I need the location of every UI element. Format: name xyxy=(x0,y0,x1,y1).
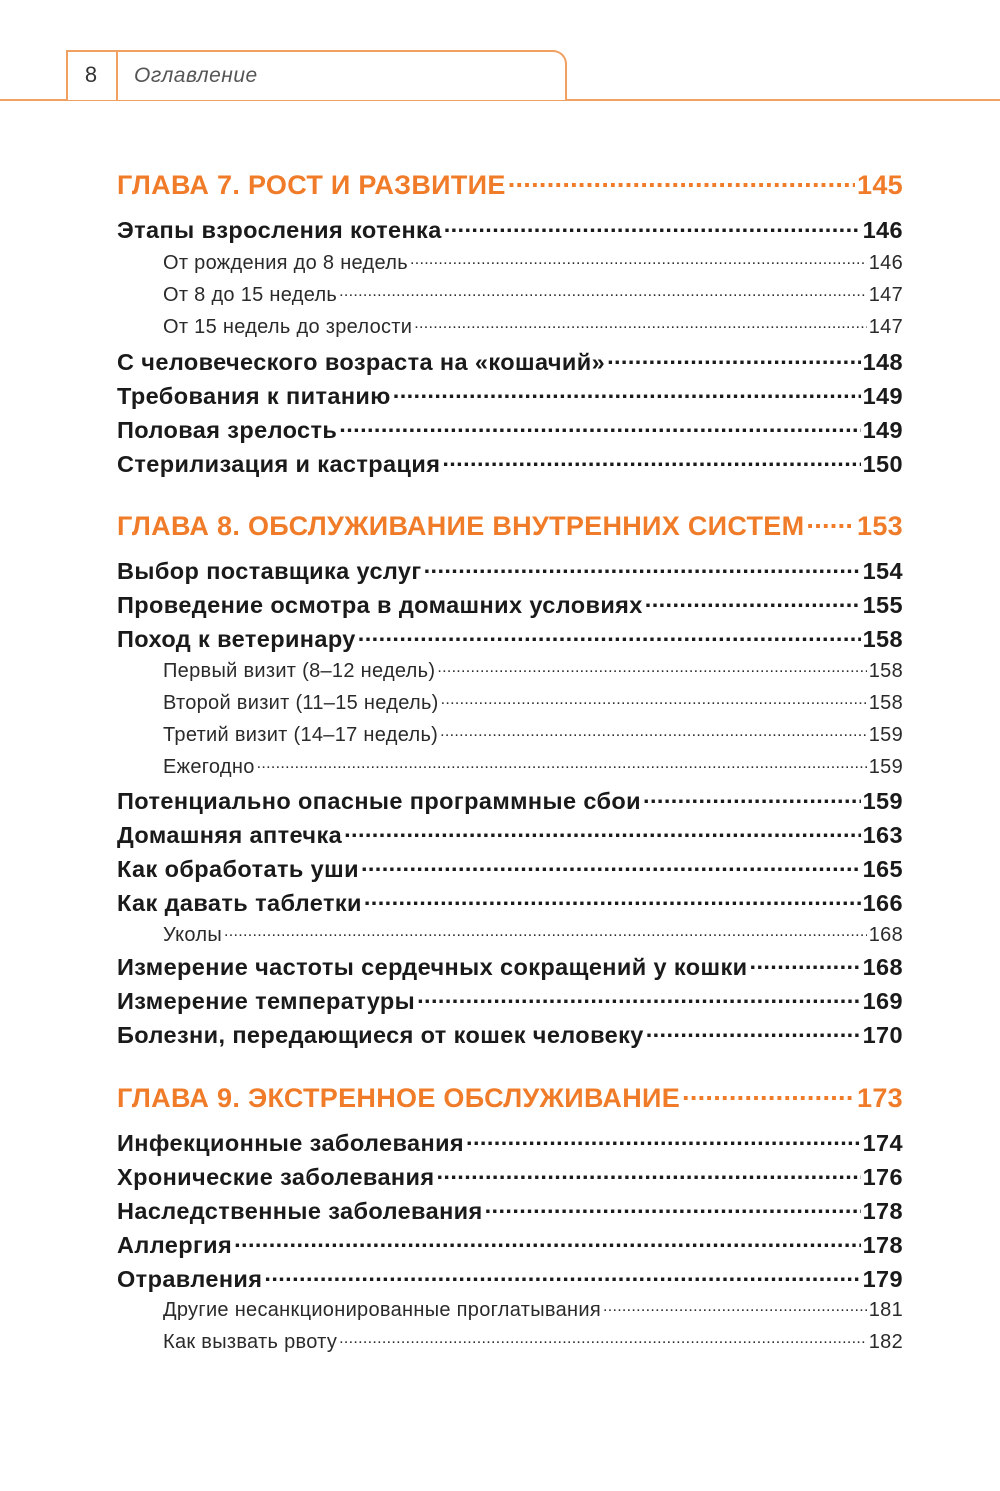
toc-entry-page: 145 xyxy=(857,170,903,200)
toc-sec-entry xyxy=(117,851,903,881)
toc-sec-entry xyxy=(117,949,903,979)
toc-entry-page: 178 xyxy=(862,1198,903,1224)
dot-leader xyxy=(646,1017,861,1043)
toc-entry-title: Как давать таблетки xyxy=(117,890,362,916)
toc-entry-page: 153 xyxy=(857,511,903,541)
toc-entry-title: Как вызвать рвоту xyxy=(163,1331,338,1353)
toc-entry-title: Проведение осмотра в домашних условиях xyxy=(117,592,643,618)
dot-leader xyxy=(234,1227,860,1253)
toc-sec-entry xyxy=(117,212,903,242)
toc-entry-title: От рождения до 8 недель xyxy=(163,252,408,274)
toc-entry-title: Как обработать уши xyxy=(117,856,359,882)
toc-entry-page: 146 xyxy=(868,252,903,274)
toc-sec-entry xyxy=(117,983,903,1013)
toc-entry-page: 147 xyxy=(868,284,903,306)
dot-leader xyxy=(645,587,861,613)
toc-entry-title: Половая зрелость xyxy=(117,417,338,443)
dot-leader xyxy=(358,621,861,647)
toc-sub-entry xyxy=(163,1294,903,1320)
toc-sec-entry xyxy=(117,587,903,617)
toc-entry-page: 165 xyxy=(862,856,903,882)
dot-leader xyxy=(485,1193,861,1219)
toc-entry-title: Отравления xyxy=(117,1266,263,1292)
toc-entry-page: 150 xyxy=(862,451,903,477)
toc-sec-entry xyxy=(117,817,903,847)
toc-sec-entry xyxy=(117,621,903,651)
toc-entry-page: 173 xyxy=(857,1083,903,1113)
toc-sec-entry xyxy=(117,1261,903,1291)
dot-leader xyxy=(444,212,861,238)
dot-leader xyxy=(643,783,861,809)
page-number: 8 xyxy=(66,50,118,100)
toc-sec-entry xyxy=(117,446,903,476)
toc-sub-entry xyxy=(163,919,903,945)
toc-entry-page: 159 xyxy=(868,724,903,746)
toc-sub-entry xyxy=(163,247,903,273)
toc-entry-page: 176 xyxy=(862,1164,903,1190)
toc-entry-title: Другие несанкционированные проглатывания xyxy=(163,1299,601,1321)
toc-entry-page: 163 xyxy=(862,822,903,848)
toc-entry-title: Поход к ветеринару xyxy=(117,626,356,652)
toc-entry-title: Потенциально опасные программные сбои xyxy=(117,788,642,814)
dot-leader xyxy=(440,719,867,741)
dot-leader xyxy=(466,1125,861,1151)
toc-entry-page: 154 xyxy=(862,558,903,584)
toc-entry-title: С человеческого возраста на «кошачий» xyxy=(117,349,606,375)
toc-entry-title: Наследственные заболевания xyxy=(117,1198,483,1224)
toc-chapter-entry xyxy=(117,505,903,539)
dot-leader xyxy=(410,247,867,269)
toc-sub-entry xyxy=(163,751,903,777)
toc-entry-page: 182 xyxy=(868,1331,903,1353)
toc-sec-entry xyxy=(117,378,903,408)
toc-sec-entry xyxy=(117,553,903,583)
toc-entry-page: 179 xyxy=(862,1266,903,1292)
toc-entry-page: 146 xyxy=(862,217,903,243)
toc-entry-title: Стерилизация и кастрация xyxy=(117,451,441,477)
dot-leader xyxy=(682,1077,855,1107)
dot-leader xyxy=(224,919,867,941)
dot-leader xyxy=(806,505,855,535)
dot-leader xyxy=(607,344,861,370)
dot-leader xyxy=(361,851,861,877)
dot-leader xyxy=(414,311,866,333)
toc-chapter-entry xyxy=(117,1077,903,1111)
toc-entry-page: 147 xyxy=(868,316,903,338)
toc-entry-page: 159 xyxy=(862,788,903,814)
toc-sec-entry xyxy=(117,412,903,442)
dot-leader xyxy=(750,949,861,975)
toc-entry-title: Третий визит (14–17 недель) xyxy=(163,724,439,746)
toc-entry-page: 158 xyxy=(868,692,903,714)
toc-sec-entry xyxy=(117,783,903,813)
toc-entry-title: Этапы взросления котенка xyxy=(117,217,442,243)
toc-entry-page: 170 xyxy=(862,1022,903,1048)
toc-entry-title: ГЛАВА 7. РОСТ И РАЗВИТИЕ xyxy=(117,170,506,200)
toc-entry-title: Требования к питанию xyxy=(117,383,391,409)
toc-sec-entry xyxy=(117,344,903,374)
toc-entry-page: 148 xyxy=(862,349,903,375)
toc-entry-title: Второй визит (11–15 недель) xyxy=(163,692,439,714)
toc-sub-entry xyxy=(163,311,903,337)
toc-entry-title: Измерение частоты сердечных сокращений у кошки xyxy=(117,954,748,980)
dot-leader xyxy=(442,446,860,472)
dot-leader xyxy=(264,1261,860,1287)
toc-sec-entry xyxy=(117,1125,903,1155)
dot-leader xyxy=(441,687,867,709)
toc-sub-entry xyxy=(163,655,903,681)
dot-leader xyxy=(344,817,860,843)
toc-entry-title: Выбор поставщика услуг xyxy=(117,558,422,584)
toc-entry-title: ГЛАВА 9. ЭКСТРЕННОЕ ОБСЛУЖИВАНИЕ xyxy=(117,1083,681,1113)
toc-entry-title: Хронические заболевания xyxy=(117,1164,435,1190)
toc-entry-page: 155 xyxy=(862,592,903,618)
toc-sec-entry xyxy=(117,1193,903,1223)
toc-chapter-entry xyxy=(117,164,903,198)
toc-entry-title: Домашняя аптечка xyxy=(117,822,343,848)
toc-entry-title: Инфекционные заболевания xyxy=(117,1130,465,1156)
dot-leader xyxy=(417,983,860,1009)
toc-sec-entry xyxy=(117,885,903,915)
toc-entry-title: От 8 до 15 недель xyxy=(163,284,338,306)
dot-leader xyxy=(508,164,855,194)
toc-entry-page: 178 xyxy=(862,1232,903,1258)
toc-entry-title: Первый визит (8–12 недель) xyxy=(163,660,436,682)
toc-entry-page: 169 xyxy=(862,988,903,1014)
toc-entry-page: 168 xyxy=(862,954,903,980)
toc-sec-entry xyxy=(117,1227,903,1257)
toc-entry-page: 149 xyxy=(862,417,903,443)
toc-entry-title: Уколы xyxy=(163,924,223,946)
toc-entry-title: Аллергия xyxy=(117,1232,233,1258)
toc-entry-page: 149 xyxy=(862,383,903,409)
toc-entry-title: Болезни, передающиеся от кошек человеку xyxy=(117,1022,644,1048)
toc-entry-page: 159 xyxy=(868,756,903,778)
toc-entry-title: Измерение температуры xyxy=(117,988,416,1014)
dot-leader xyxy=(424,553,861,579)
dot-leader xyxy=(364,885,861,911)
dot-leader xyxy=(339,412,860,438)
toc-sec-entry xyxy=(117,1017,903,1047)
toc-entry-page: 181 xyxy=(868,1299,903,1321)
dot-leader xyxy=(339,1326,867,1348)
toc-entry-title: Ежегодно xyxy=(163,756,255,778)
toc-entry-title: ГЛАВА 8. ОБСЛУЖИВАНИЕ ВНУТРЕННИХ СИСТЕМ xyxy=(117,511,805,541)
dot-leader xyxy=(437,655,866,677)
toc-entry-page: 158 xyxy=(862,626,903,652)
toc-sub-entry xyxy=(163,279,903,305)
toc-entry-page: 168 xyxy=(868,924,903,946)
toc-entry-title: От 15 недель до зрелости xyxy=(163,316,413,338)
toc-sub-entry xyxy=(163,687,903,713)
dot-leader xyxy=(257,751,867,773)
toc-entry-page: 158 xyxy=(868,660,903,682)
toc-entry-page: 166 xyxy=(862,890,903,916)
toc-sub-entry xyxy=(163,1326,903,1352)
running-header-title: Оглавление xyxy=(134,64,258,87)
dot-leader xyxy=(436,1159,860,1185)
dot-leader xyxy=(339,279,867,301)
dot-leader xyxy=(603,1294,867,1316)
dot-leader xyxy=(393,378,861,404)
toc-sub-entry xyxy=(163,719,903,745)
toc-sec-entry xyxy=(117,1159,903,1189)
toc-entry-page: 174 xyxy=(862,1130,903,1156)
